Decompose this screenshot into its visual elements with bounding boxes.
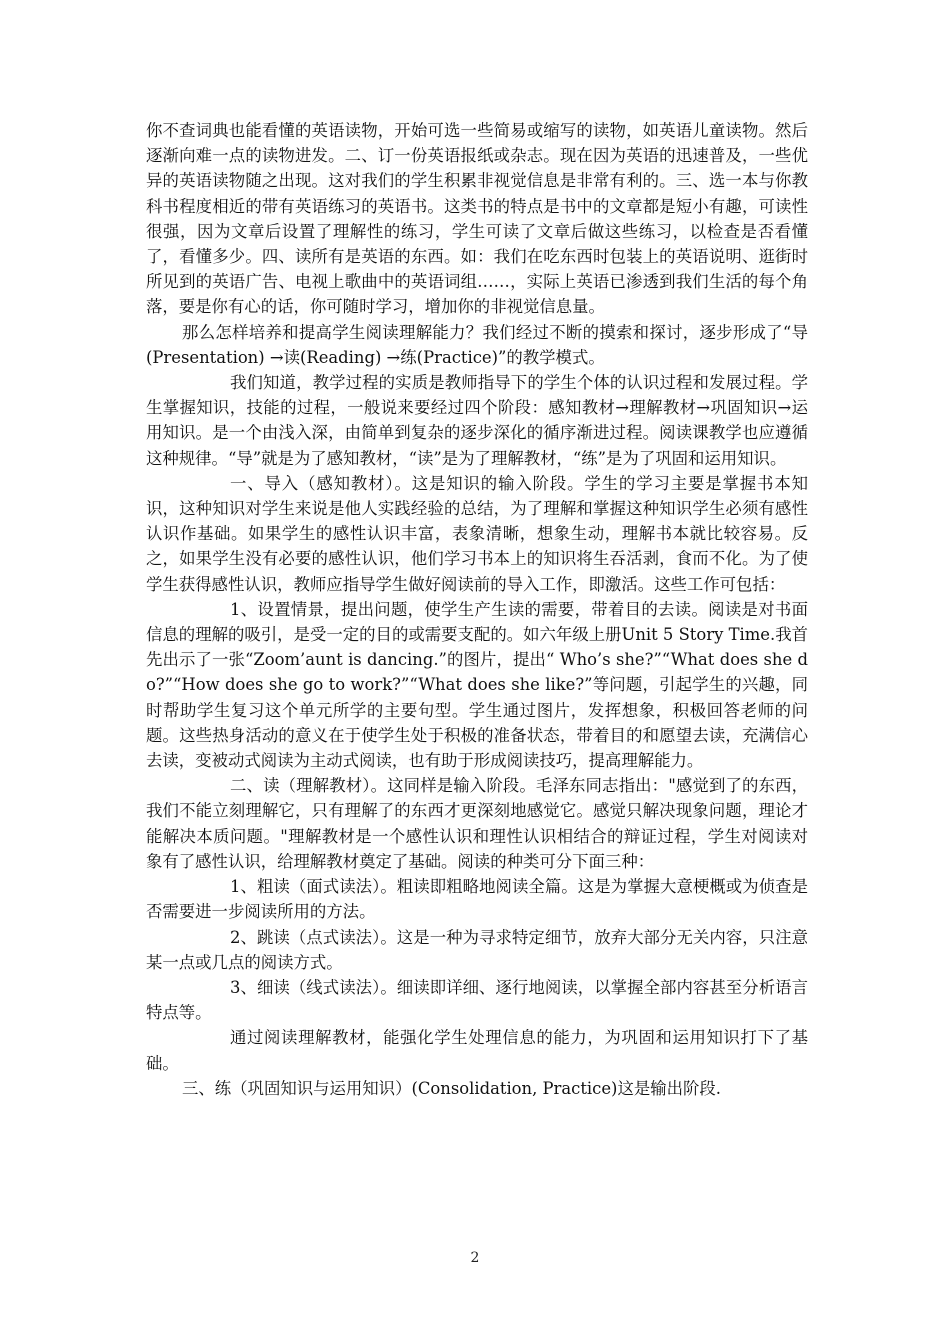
paragraph-reading-stage: 二、读（理解教材）。这同样是输入阶段。毛泽东同志指出："感觉到了的东西，我们不能立刻理解它，只有理解了的东西才更深刻地感觉它。感觉只解决现象问题，理论才能解决本质问题。"理解教材是一个感性认识和理性认识相结合的辩证过程，学生对阅读对象有了感性认识，给理解教材奠定了基础。阅读的种类可分下面三种： [146, 776, 808, 871]
paragraph-practice-stage: 三、练（巩固知识与运用知识）(Consolidation, Practice)这是输出阶段. [182, 1078, 722, 1098]
paragraph-scanning: 2、跳读（点式读法）。这是一种为寻求特定细节，放弃大部分无关内容，只注意某一点或几点的阅读方式。 [146, 927, 808, 972]
paragraph-presentation-stage: 一、导入（感知教材）。这是知识的输入阶段。学生的学习主要是掌握书本知识，这种知识对学生来说是他人实践经验的总结，为了理解和掌握这种知识学生必须有感性认识作基础。如果学生的感性认识丰富，表象清晰，想象生动，理解书本就比较容易。反之，如果学生没有必要的感性认识，他们学习书本上的知识将生吞活剥，食而不化。为了使学生获得感性认识，教师应指导学生做好阅读前的导入工作，即激活。这些工作可包括： [146, 473, 808, 594]
paragraph-teaching-model: 那么怎样培养和提高学生阅读理解能力？我们经过不断的摸索和探讨，逐步形成了“导(Presentation) →读(Reading) →练(Practice)”的教学模式。 [146, 322, 808, 367]
paragraph-reading-summary: 通过阅读理解教材，能强化学生处理信息的能力，为巩固和运用知识打下了基础。 [146, 1028, 808, 1073]
paragraph-skimming: 1、粗读（面式读法）。粗读即粗略地阅读全篇。这是为掌握大意梗概或为侦查是否需要进一步阅读所用的方法。 [146, 877, 808, 922]
page-number: 2 [470, 1250, 480, 1266]
paragraph-intensive-reading: 3、细读（线式读法）。细读即详细、逐行地阅读，以掌握全部内容甚至分析语言特点等。 [146, 977, 808, 1023]
document-body [146, 118, 808, 1101]
paragraph-reading-materials: 你不查词典也能看懂的英语读物，开始可选一些简易或缩写的读物，如英语儿童读物。然后逐渐向难一点的读物进发。二、订一份英语报纸或杂志。现在因为英语的迅速普及，一些优异的英语读物随之出现。这对我们的学生积累非视觉信息是非常有利的。三、选一本与你教科书程度相近的带有英语练习的英语书。这类书的特点是书中的文章都是短小有趣，可读性很强，因为文章后设置了理解性的练习，学生可读了文章后做这些练习，以检查是否看懂了，看懂多少。四、读所有是英语的东西。如：我们在吃东西时包装上的英语说明、逛街时所见到的英语广告、电视上歌曲中的英语词组……，实际上英语已渗透到我们生活的每个角落，要是你有心的话，你可随时学习，增加你的非视觉信息量。 [146, 121, 808, 317]
paragraph-set-scene: 1、设置情景，提出问题，使学生产生读的需要，带着目的去读。阅读是对书面信息的理解的吸引，是受一定的目的或需要支配的。如六年级上册Unit 5 Story Time.我首先出示了一张“Zoom’aunt is dancing.”的图片，提出“ Who’s she?”“What does she do?”“How does she go to work?”“What does she like?”等问题，引起学生的兴趣，同时帮助学生复习这个单元所学的主要句型。学生通过图片，发挥想象，积极回答老师的问题。这些热身活动的意义在于使学生处于积极的准备状态，带着目的和愿望去读，充满信心去读，变被动式阅读为主动式阅读，也有助于形成阅读技巧，提高理解能力。 [146, 599, 808, 771]
paragraph-teaching-process: 我们知道，教学过程的实质是教师指导下的学生个体的认识过程和发展过程。学生掌握知识，技能的过程，一般说来要经过四个阶段：感知教材→理解教材→巩固知识→运用知识。是一个由浅入深，由简单到复杂的逐步深化的循序渐进过程。阅读课教学也应遵循这种规律。“导”就是为了感知教材，“读”是为了理解教材，“练”是为了巩固和运用知识。 [146, 373, 808, 468]
